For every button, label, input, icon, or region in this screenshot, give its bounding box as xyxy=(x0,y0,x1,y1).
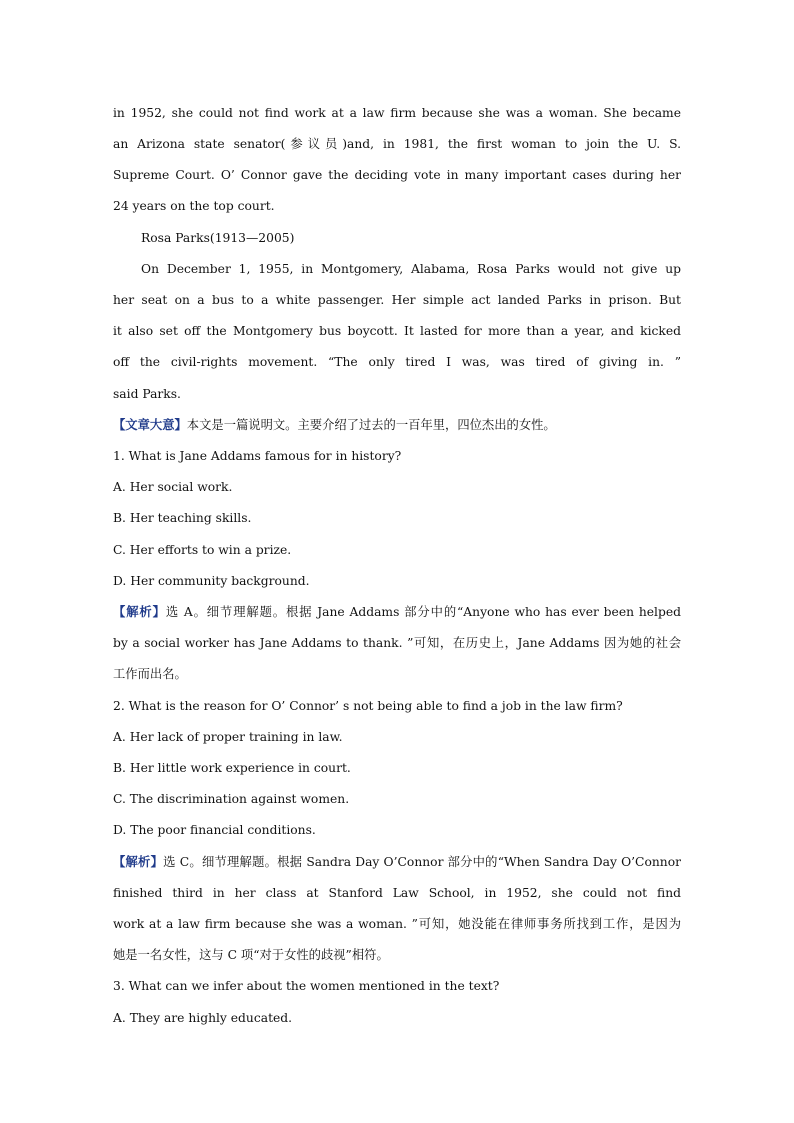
summary-line xyxy=(113,417,681,433)
q3-option-a: A. They are highly educated. xyxy=(113,1011,293,1025)
rosa-parks-heading: Rosa Parks(1913—2005) xyxy=(141,231,295,245)
passage-line: said Parks. xyxy=(113,387,181,401)
passage-line: her seat on a bus to a white passenger. Her simple act landed Parks in prison. But xyxy=(113,293,681,307)
passage-line: it also set off the Montgomery bus boycott. It lasted for more than a year, and kicked xyxy=(113,324,681,338)
passage-line: off the civil-rights movement. “The only tired I was, was tired of giving in. ” xyxy=(113,355,681,369)
q2-option-b: B. Her little work experience in court. xyxy=(113,761,351,775)
q2-analysis-line xyxy=(113,854,681,870)
summary-text: 本文是一篇说明文。主要介绍了过去的一百年里，四位杰出的女性。 xyxy=(186,418,556,432)
question-3: 3. What can we infer about the women mentioned in the text? xyxy=(113,979,500,993)
analysis-text: 选 C。细节理解题。根据 Sandra Day O’Connor 部分中的“When Sandra Day O’Connor xyxy=(163,855,681,869)
q2-option-d: D. The poor financial conditions. xyxy=(113,823,316,837)
q1-analysis-line: by a social worker has Jane Addams to thank. ”可知，在历史上，Jane Addams 因为她的社会 xyxy=(113,636,681,650)
question-1: 1. What is Jane Addams famous for in history? xyxy=(113,449,402,463)
q1-option-b: B. Her teaching skills. xyxy=(113,511,252,525)
q2-analysis-line: 她是一名女性，这与 C 项“对于女性的歧视”相符。 xyxy=(113,948,389,962)
q2-analysis-line: work at a law firm because she was a woman. ”可知，她没能在律师事务所找到工作，是因为 xyxy=(113,917,681,931)
q1-option-c: C. Her efforts to win a prize. xyxy=(113,543,292,557)
q1-option-d: D. Her community background. xyxy=(113,574,310,588)
q2-option-c: C. The discrimination against women. xyxy=(113,792,350,806)
q1-analysis-line: 工作而出名。 xyxy=(113,667,187,681)
q2-option-a: A. Her lack of proper training in law. xyxy=(113,730,343,744)
passage-line: 24 years on the top court. xyxy=(113,199,275,213)
question-2: 2. What is the reason for O’ Connor’ s not being able to find a job in the law firm? xyxy=(113,699,623,713)
passage-line: Supreme Court. O’ Connor gave the deciding vote in many important cases during her xyxy=(113,168,681,182)
q1-analysis-line xyxy=(113,604,681,620)
q2-analysis-line: finished third in her class at Stanford Law School, in 1952, she could not find xyxy=(113,886,681,900)
passage-line: On December 1, 1955, in Montgomery, Alabama, Rosa Parks would not give up xyxy=(141,262,681,276)
passage-line: an Arizona state senator(参议员)and, in 1981, the first woman to join the U. S. xyxy=(113,137,681,151)
passage-line: in 1952, she could not find work at a law firm because she was a woman. She became xyxy=(113,106,681,120)
summary-tag: 【文章大意】 xyxy=(113,417,187,432)
q1-option-a: A. Her social work. xyxy=(113,480,233,494)
analysis-tag: 【解析】 xyxy=(113,854,164,869)
analysis-text: 选 A。细节理解题。根据 Jane Addams 部分中的“Anyone who has ever been helped xyxy=(165,605,681,619)
analysis-tag: 【解析】 xyxy=(113,604,166,619)
